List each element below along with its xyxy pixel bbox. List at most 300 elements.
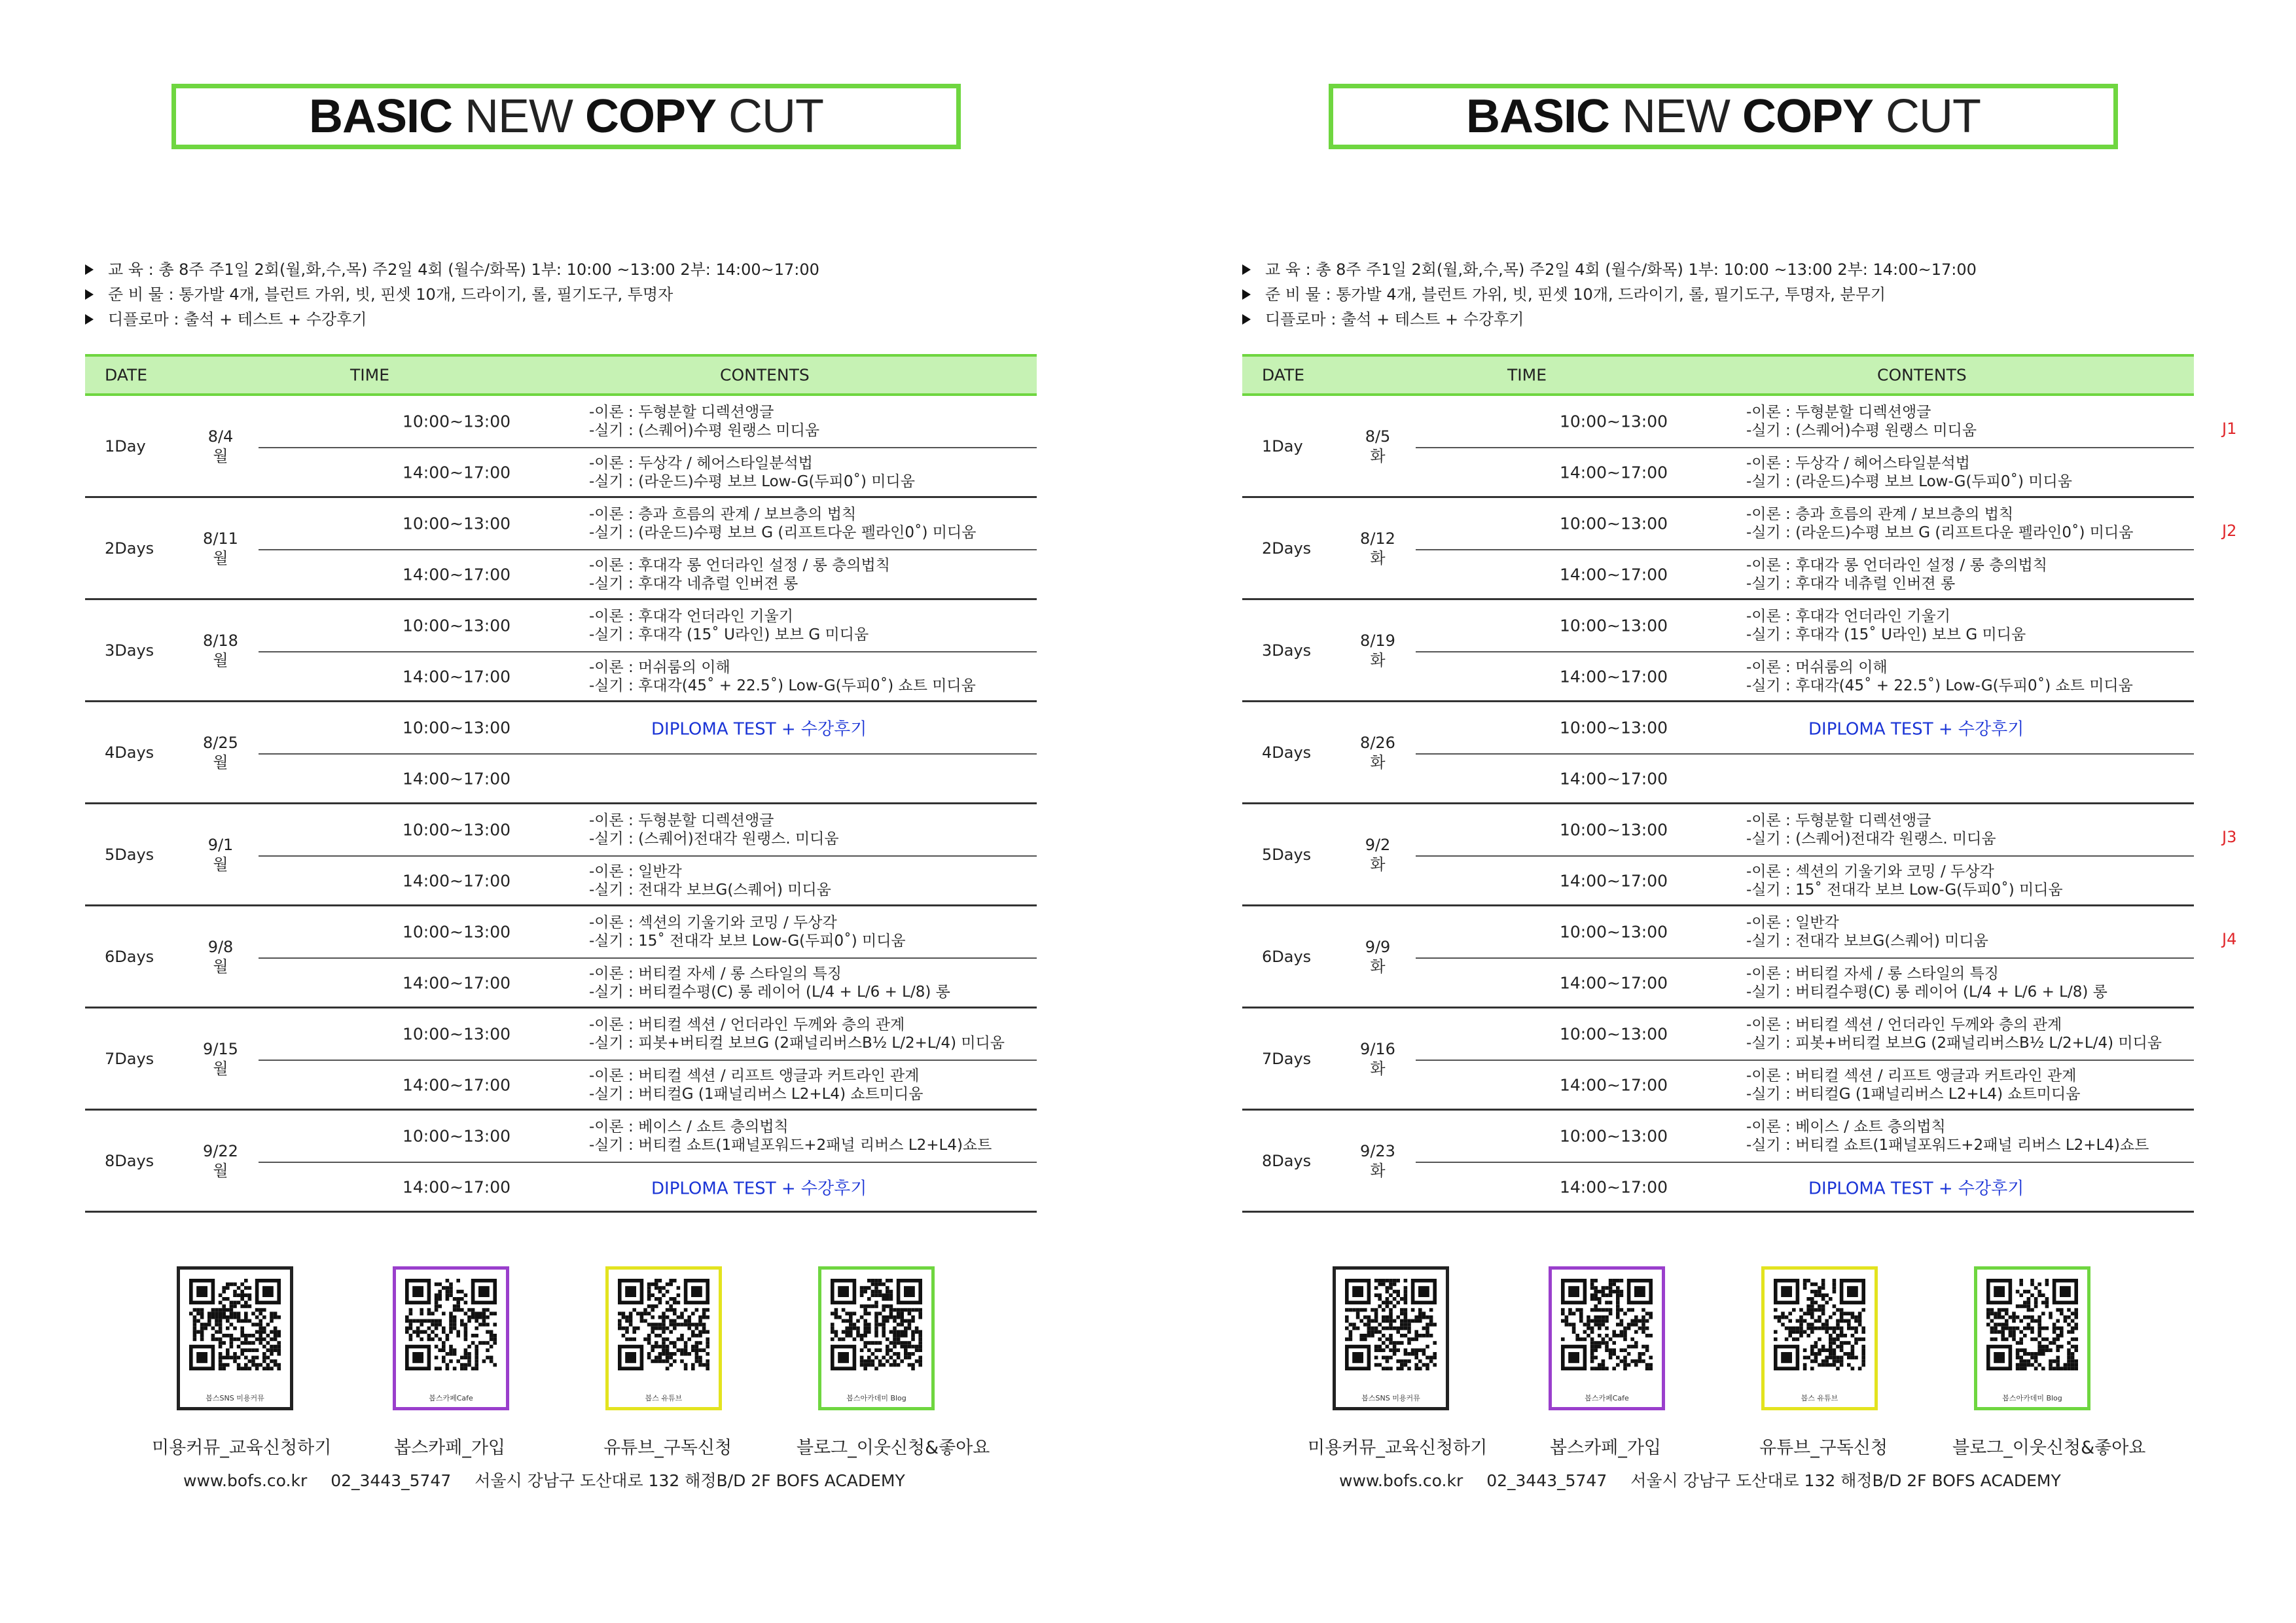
theory-text: -이론 : 머쉬룸의 이해 [589, 659, 730, 676]
session-time: 10:00~13:00 [1560, 514, 1668, 533]
afternoon-session [259, 549, 1037, 600]
session-tag: J4 [2222, 930, 2237, 949]
diploma-test-label: DIPLOMA TEST + 수강후기 [1808, 1179, 2024, 1199]
day-label: 6Days [1262, 947, 1312, 966]
afternoon-session [259, 447, 1037, 498]
schedule-day-row [1242, 804, 2237, 906]
weekday-text: 화 [1370, 548, 1386, 567]
session-tag: J3 [2222, 828, 2237, 847]
qr-caption: 봅스카페Cafe [429, 1394, 473, 1402]
theory-text: -이론 : 일반각 [589, 863, 682, 880]
qr-code-youtube[interactable] [605, 1266, 722, 1410]
practice-text: -실기 : 후대각(45˚ + 22.5˚) Low-G(두피0˚) 쇼트 미디움 [1746, 677, 2133, 694]
session-contents [589, 607, 869, 644]
session-contents [589, 1118, 992, 1154]
theory-text: -이론 : 섹션의 기울기와 코밍 / 두상각 [589, 914, 837, 931]
title-box [171, 84, 961, 149]
practice-text: -실기 : 피봇+버티컬 보브G (2패널리버스B½ L/2+L/4) 미디움 [1746, 1035, 2162, 1052]
session-contents [589, 965, 950, 1001]
header-time: TIME [1507, 365, 1547, 385]
qr-caption: 봅스 유튜브 [1801, 1394, 1839, 1402]
title-word-new: NEW [464, 90, 573, 143]
session-contents [1746, 505, 2133, 542]
header-date: DATE [105, 365, 148, 385]
weekday-text: 화 [1370, 1161, 1386, 1180]
session-contents [1746, 1067, 2080, 1103]
afternoon-session [1416, 957, 2194, 1008]
theory-text: -이론 : 섹션의 기울기와 코밍 / 두상각 [1746, 863, 1994, 880]
schedule-day-row [1242, 1008, 2194, 1111]
day-date [198, 1141, 243, 1181]
date-text: 8/25 [203, 733, 238, 752]
weekday-text: 월 [213, 1161, 228, 1180]
practice-text: -실기 : 15˚ 전대각 보브 Low-G(두피0˚) 미디움 [589, 933, 906, 950]
title-word-new: NEW [1621, 90, 1730, 143]
afternoon-session [259, 957, 1037, 1008]
afternoon-session [259, 1162, 1037, 1213]
day-date [198, 937, 243, 976]
page-title [1466, 90, 1981, 143]
qr-code-icon [189, 1279, 281, 1370]
session-contents [589, 505, 976, 542]
schedule-table [1242, 354, 2237, 1213]
day-date [198, 529, 243, 568]
schedule-day-row [85, 1111, 1037, 1213]
qr-code-icon [405, 1279, 497, 1370]
day-date [198, 1039, 243, 1079]
session-time: 14:00~17:00 [403, 973, 511, 993]
session-time: 14:00~17:00 [403, 463, 511, 482]
practice-text: -실기 : 전대각 보브G(스퀘어) 미디움 [589, 882, 831, 899]
session-time: 10:00~13:00 [1560, 616, 1668, 635]
footer-website[interactable]: www.bofs.co.kr [1339, 1471, 1463, 1490]
qr-code-icon [831, 1279, 922, 1370]
qr-code-youtube[interactable] [1761, 1266, 1878, 1410]
schedule-day-row [85, 498, 1037, 600]
practice-text: -실기 : 버티컬G (1패널리버스 L2+L4) 쇼트미디움 [589, 1086, 924, 1103]
morning-session [1416, 1111, 2194, 1162]
practice-text: -실기 : (스퀘어)전대각 원랭스. 미디움 [589, 830, 839, 847]
theory-text: -이론 : 버티컬 섹션 / 리프트 앵글과 커트라인 관계 [1746, 1067, 2077, 1084]
title-word-basic: BASIC [308, 90, 452, 143]
practice-text: -실기 : (라운드)수평 보브 Low-G(두피0˚) 미디움 [589, 473, 915, 490]
info-diploma [85, 307, 819, 332]
practice-text: -실기 : 버티컬G (1패널리버스 L2+L4) 쇼트미디움 [1746, 1086, 2081, 1103]
qr-caption: 봅스SNS 미용커뮤 [1361, 1394, 1420, 1402]
theory-text: -이론 : 두형분할 디렉션앵글 [1746, 404, 1931, 421]
qr-code-icon [618, 1279, 709, 1370]
morning-session [1416, 498, 2237, 549]
schedule-day-row [1242, 702, 2194, 804]
diploma-test-label: DIPLOMA TEST + 수강후기 [1808, 719, 2024, 740]
theory-text: -이론 : 일반각 [1746, 914, 1839, 931]
weekday-text: 화 [1370, 855, 1386, 874]
bullet-icon [85, 264, 94, 275]
session-time: 14:00~17:00 [1560, 463, 1668, 482]
weekday-text: 월 [213, 855, 228, 874]
practice-text: -실기 : 15˚ 전대각 보브 Low-G(두피0˚) 미디움 [1746, 882, 2063, 899]
session-time: 14:00~17:00 [1560, 667, 1668, 687]
date-text: 9/22 [203, 1141, 238, 1160]
afternoon-session [259, 651, 1037, 702]
session-time: 14:00~17:00 [403, 871, 511, 891]
morning-session [1416, 804, 2237, 855]
theory-text: -이론 : 두상각 / 헤어스타일분석법 [589, 455, 813, 472]
day-label: 1Day [1262, 437, 1303, 455]
schedule-table [85, 354, 1037, 1213]
session-time: 14:00~17:00 [1560, 769, 1668, 789]
day-date [1355, 1141, 1401, 1181]
weekday-text: 월 [213, 548, 228, 567]
footer-contact [1339, 1468, 2079, 1491]
day-date [198, 631, 243, 670]
morning-session [1416, 1008, 2194, 1060]
morning-session [1416, 600, 2194, 651]
qr-code-community[interactable] [177, 1266, 293, 1410]
schedule-day-row [85, 600, 1037, 702]
date-text: 9/1 [207, 835, 234, 854]
header-contents: CONTENTS [1877, 365, 1967, 385]
bullet-icon [1242, 314, 1251, 325]
day-label: 5Days [105, 845, 154, 864]
afternoon-session [259, 855, 1037, 906]
session-contents [1746, 454, 2072, 491]
info-text: 디플로마 : 출석 + 테스트 + 수강후기 [108, 310, 367, 329]
weekday-text: 화 [1370, 957, 1386, 976]
course-info [85, 257, 819, 332]
footer-contact [183, 1468, 924, 1491]
afternoon-session [1416, 753, 2194, 804]
practice-text: -실기 : 후대각 (15˚ U라인) 보브 G 미디움 [1746, 626, 2026, 643]
qr-code-cafe[interactable] [1549, 1266, 1665, 1410]
day-date [198, 427, 243, 466]
day-label: 5Days [1262, 845, 1312, 864]
practice-text: -실기 : (라운드)수평 보브 G (리프트다운 펠라인0˚) 미디움 [1746, 524, 2134, 541]
practice-text: -실기 : (스퀘어)전대각 원랭스. 미디움 [1746, 830, 1996, 847]
title-word-copy: COPY [1742, 90, 1874, 143]
course-info [1242, 257, 1977, 332]
afternoon-session [1416, 1060, 2194, 1111]
qr-label-blog[interactable]: 블로그_이웃신청&좋아요 [1952, 1438, 2146, 1458]
info-text: 준 비 물 : 통가발 4개, 블런트 가위, 빗, 핀셋 10개, 드라이기, 롤, 필기도구, 투명자 [108, 285, 673, 304]
weekday-text: 월 [213, 446, 228, 465]
session-time: 10:00~13:00 [403, 514, 511, 533]
session-contents [589, 812, 839, 848]
bullet-icon [1242, 264, 1251, 275]
qr-label-community[interactable]: 미용커뮤_교육신청하기 [152, 1438, 332, 1458]
theory-text: -이론 : 버티컬 자세 / 롱 스타일의 특징 [1746, 965, 2000, 982]
session-contents [589, 1067, 923, 1103]
day-label: 8Days [1262, 1151, 1312, 1170]
date-text: 9/16 [1360, 1039, 1395, 1058]
date-text: 9/9 [1365, 937, 1391, 956]
qr-caption: 봅스 유튜브 [645, 1394, 683, 1402]
day-label: 4Days [1262, 743, 1312, 762]
morning-session [259, 396, 1037, 447]
theory-text: -이론 : 버티컬 자세 / 롱 스타일의 특징 [589, 965, 842, 982]
footer-address: 서울시 강남구 도산대로 132 해정B/D 2F BOFS ACADEMY [1630, 1471, 2061, 1490]
session-contents [1746, 658, 2133, 695]
qr-caption: 봅스아카데미 Blog [846, 1394, 906, 1402]
session-contents [589, 1016, 1005, 1052]
session-tag: J2 [2222, 522, 2237, 541]
afternoon-session [259, 753, 1037, 804]
afternoon-session [1416, 447, 2194, 498]
morning-session [259, 906, 1037, 957]
practice-text: -실기 : 후대각 (15˚ U라인) 보브 G 미디움 [589, 626, 869, 643]
schedule-day-row [85, 702, 1037, 804]
qr-code-community[interactable] [1333, 1266, 1449, 1410]
session-time: 10:00~13:00 [403, 1024, 511, 1044]
qr-caption: 봅스SNS 미용커뮤 [206, 1394, 264, 1402]
day-date [1355, 1039, 1401, 1079]
session-time: 14:00~17:00 [1560, 565, 1668, 584]
theory-text: -이론 : 후대각 롱 언더라인 설정 / 롱 층의법칙 [589, 557, 890, 574]
practice-text: -실기 : (라운드)수평 보브 Low-G(두피0˚) 미디움 [1746, 473, 2072, 490]
date-text: 9/8 [207, 937, 234, 956]
bullet-icon [1242, 289, 1251, 300]
afternoon-session [1416, 549, 2194, 600]
practice-text: -실기 : 후대각 네츄럴 인버젼 롱 [1746, 575, 1956, 592]
qr-label-cafe[interactable]: 봅스카페_가입 [394, 1438, 505, 1458]
qr-code-icon [1561, 1279, 1653, 1370]
morning-session [259, 702, 1037, 753]
session-tag: J1 [2222, 419, 2237, 438]
session-contents [1746, 812, 1996, 848]
afternoon-session [1416, 855, 2194, 906]
day-label: 2Days [1262, 539, 1312, 558]
info-text: 교 육 : 총 8주 주1일 2회(월,화,수,목) 주2일 4회 (월수/화목) 1부: 10:00 ~13:00 2부: 14:00~17:00 [108, 260, 819, 279]
info-text: 준 비 물 : 통가발 4개, 블런트 가위, 빗, 핀셋 10개, 드라이기, 롤, 필기도구, 투명자, 분무기 [1265, 285, 1886, 304]
session-time: 10:00~13:00 [1560, 820, 1668, 840]
theory-text: -이론 : 후대각 롱 언더라인 설정 / 롱 층의법칙 [1746, 557, 2047, 574]
schedule-day-row [1242, 498, 2237, 600]
practice-text: -실기 : (라운드)수평 보브 G (리프트다운 펠라인0˚) 미디움 [589, 524, 977, 541]
qr-caption: 봅스카페Cafe [1585, 1394, 1629, 1402]
session-contents [1746, 914, 1988, 950]
session-time: 10:00~13:00 [1560, 412, 1668, 431]
qr-code-cafe[interactable] [393, 1266, 509, 1410]
date-text: 8/19 [1360, 631, 1395, 650]
theory-text: -이론 : 후대각 언더라인 기울기 [1746, 608, 1950, 625]
day-date [1355, 529, 1401, 568]
date-text: 8/18 [203, 631, 238, 650]
session-contents [589, 403, 819, 440]
session-time: 10:00~13:00 [403, 1126, 511, 1146]
day-label: 4Days [105, 743, 154, 762]
session-contents [1746, 556, 2047, 593]
session-contents [1746, 607, 2026, 644]
session-contents [1746, 965, 2108, 1001]
weekday-text: 월 [213, 1059, 228, 1078]
info-education [1242, 257, 1977, 282]
theory-text: -이론 : 두형분할 디렉션앵글 [1746, 812, 1931, 829]
session-time: 10:00~13:00 [1560, 1024, 1668, 1044]
day-label: 8Days [105, 1151, 154, 1170]
header-time: TIME [350, 365, 390, 385]
theory-text: -이론 : 베이스 / 쇼트 층의법칙 [589, 1118, 789, 1135]
morning-session [259, 498, 1037, 549]
date-text: 8/12 [1360, 529, 1395, 548]
session-time: 14:00~17:00 [403, 769, 511, 789]
theory-text: -이론 : 머쉬룸의 이해 [1746, 659, 1888, 676]
weekday-text: 화 [1370, 446, 1386, 465]
practice-text: -실기 : 전대각 보브G(스퀘어) 미디움 [1746, 933, 1988, 950]
day-date [198, 733, 243, 772]
session-contents [589, 863, 831, 899]
qr-area [1333, 1266, 2151, 1410]
date-text: 9/15 [203, 1039, 238, 1058]
theory-text: -이론 : 두형분할 디렉션앵글 [589, 812, 774, 829]
morning-session [1416, 906, 2237, 957]
diploma-test-label: DIPLOMA TEST + 수강후기 [651, 719, 867, 740]
practice-text: -실기 : 피봇+버티컬 보브G (2패널리버스B½ L/2+L/4) 미디움 [589, 1035, 1005, 1052]
date-text: 8/26 [1360, 733, 1395, 752]
theory-text: -이론 : 두상각 / 헤어스타일분석법 [1746, 455, 1970, 472]
footer-phone: 02_3443_5747 [331, 1471, 452, 1490]
session-time: 10:00~13:00 [1560, 718, 1668, 738]
session-contents [589, 556, 890, 593]
session-time: 10:00~13:00 [403, 820, 511, 840]
session-contents [589, 454, 915, 491]
session-contents [1746, 1118, 2149, 1154]
day-date [1355, 733, 1401, 772]
qr-area [177, 1266, 995, 1410]
day-label: 1Day [105, 437, 146, 455]
diploma-test-label: DIPLOMA TEST + 수강후기 [651, 1179, 867, 1199]
day-label: 2Days [105, 539, 154, 558]
title-word-copy: COPY [584, 90, 717, 143]
session-time: 14:00~17:00 [403, 667, 511, 687]
morning-session [1416, 396, 2237, 447]
practice-text: -실기 : (스퀘어)수평 원랭스 미디움 [589, 422, 820, 439]
afternoon-session [1416, 651, 2194, 702]
session-time: 14:00~17:00 [403, 1177, 511, 1197]
qr-label-youtube[interactable]: 유튜브_구독신청 [603, 1438, 732, 1458]
day-label: 7Days [1262, 1049, 1312, 1068]
theory-text: -이론 : 베이스 / 쇼트 층의법칙 [1746, 1118, 1946, 1135]
day-label: 6Days [105, 947, 154, 966]
qr-code-blog[interactable] [818, 1266, 935, 1410]
title-word-cut: CUT [1886, 90, 1981, 143]
session-contents [1746, 403, 1977, 440]
session-time: 14:00~17:00 [1560, 871, 1668, 891]
qr-label-community[interactable]: 미용커뮤_교육신청하기 [1308, 1438, 1488, 1458]
morning-session [1416, 702, 2194, 753]
schedule-day-row [85, 804, 1037, 906]
session-time: 10:00~13:00 [403, 922, 511, 942]
practice-text: -실기 : 버티컬 쇼트(1패널포워드+2패널 리버스 L2+L4)쇼트 [589, 1137, 992, 1154]
schedule-day-row [1242, 600, 2194, 702]
morning-session [259, 1111, 1037, 1162]
session-time: 10:00~13:00 [403, 718, 511, 738]
schedule-day-row [85, 906, 1037, 1008]
day-date [1355, 427, 1401, 466]
session-contents [589, 914, 906, 950]
date-text: 8/4 [207, 427, 234, 446]
session-contents [1746, 1016, 2162, 1052]
afternoon-session [259, 1060, 1037, 1111]
schedule-day-row [1242, 906, 2237, 1008]
date-text: 9/2 [1365, 835, 1391, 854]
date-text: 9/23 [1360, 1141, 1395, 1160]
practice-text: -실기 : (스퀘어)수평 원랭스 미디움 [1746, 422, 1977, 439]
session-time: 14:00~17:00 [403, 565, 511, 584]
practice-text: -실기 : 버티컬수평(C) 롱 레이어 (L/4 + L/6 + L/8) 롱 [589, 984, 950, 1001]
bullet-icon [85, 289, 94, 300]
day-label: 7Days [105, 1049, 154, 1068]
schedule-header [1242, 354, 2194, 396]
title-word-basic: BASIC [1465, 90, 1609, 143]
header-date: DATE [1262, 365, 1305, 385]
practice-text: -실기 : 후대각 네츄럴 인버젼 롱 [589, 575, 798, 592]
morning-session [259, 1008, 1037, 1060]
session-time: 10:00~13:00 [1560, 1126, 1668, 1146]
qr-code-icon [1345, 1279, 1437, 1370]
qr-label-youtube[interactable]: 유튜브_구독신청 [1759, 1438, 1888, 1458]
schedule-day-row [85, 396, 1037, 498]
footer-address: 서울시 강남구 도산대로 132 해정B/D 2F BOFS ACADEMY [475, 1471, 905, 1490]
day-date [198, 835, 243, 874]
bullet-icon [85, 314, 94, 325]
qr-code-icon [1774, 1279, 1865, 1370]
session-time: 10:00~13:00 [403, 412, 511, 431]
session-time: 14:00~17:00 [1560, 1177, 1668, 1197]
day-date [1355, 937, 1401, 976]
weekday-text: 화 [1370, 1059, 1386, 1078]
weekday-text: 월 [213, 957, 228, 976]
schedule-day-row [1242, 396, 2237, 498]
session-time: 14:00~17:00 [1560, 1075, 1668, 1095]
qr-label-cafe[interactable]: 봅스카페_가입 [1550, 1438, 1661, 1458]
info-diploma [1242, 307, 1977, 332]
qr-label-blog[interactable]: 블로그_이웃신청&좋아요 [797, 1438, 990, 1458]
page-title [309, 90, 823, 143]
title-word-cut: CUT [728, 90, 824, 143]
session-time: 10:00~13:00 [403, 616, 511, 635]
qr-caption: 봅스아카데미 Blog [2002, 1394, 2062, 1402]
header-contents: CONTENTS [720, 365, 810, 385]
session-contents [1746, 863, 2063, 899]
day-date [1355, 631, 1401, 670]
info-materials [1242, 282, 1977, 307]
practice-text: -실기 : 버티컬수평(C) 롱 레이어 (L/4 + L/6 + L/8) 롱 [1746, 984, 2108, 1001]
qr-code-icon [1986, 1279, 2078, 1370]
schedule-header [85, 354, 1037, 396]
weekday-text: 화 [1370, 753, 1386, 772]
afternoon-session [1416, 1162, 2194, 1213]
schedule-day-row [85, 1008, 1037, 1111]
info-text: 디플로마 : 출석 + 테스트 + 수강후기 [1265, 310, 1524, 329]
theory-text: -이론 : 층과 흐름의 관계 / 보브층의 법칙 [1746, 506, 2014, 523]
info-education [85, 257, 819, 282]
info-text: 교 육 : 총 8주 주1일 2회(월,화,수,목) 주2일 4회 (월수/화목) 1부: 10:00 ~13:00 2부: 14:00~17:00 [1265, 260, 1977, 279]
morning-session [259, 600, 1037, 651]
morning-session [259, 804, 1037, 855]
theory-text: -이론 : 버티컬 섹션 / 언더라인 두께와 층의 관계 [1746, 1016, 2062, 1033]
practice-text: -실기 : 후대각(45˚ + 22.5˚) Low-G(두피0˚) 쇼트 미디움 [589, 677, 976, 694]
qr-code-blog[interactable] [1974, 1266, 2090, 1410]
weekday-text: 월 [213, 651, 228, 669]
footer-website[interactable]: www.bofs.co.kr [183, 1471, 308, 1490]
weekday-text: 화 [1370, 651, 1386, 669]
theory-text: -이론 : 두형분할 디렉션앵글 [589, 404, 774, 421]
practice-text: -실기 : 버티컬 쇼트(1패널포워드+2패널 리버스 L2+L4)쇼트 [1746, 1137, 2149, 1154]
session-time: 14:00~17:00 [403, 1075, 511, 1095]
theory-text: -이론 : 층과 흐름의 관계 / 보브층의 법칙 [589, 506, 857, 523]
info-materials [85, 282, 819, 307]
page-right [1148, 0, 2296, 1623]
